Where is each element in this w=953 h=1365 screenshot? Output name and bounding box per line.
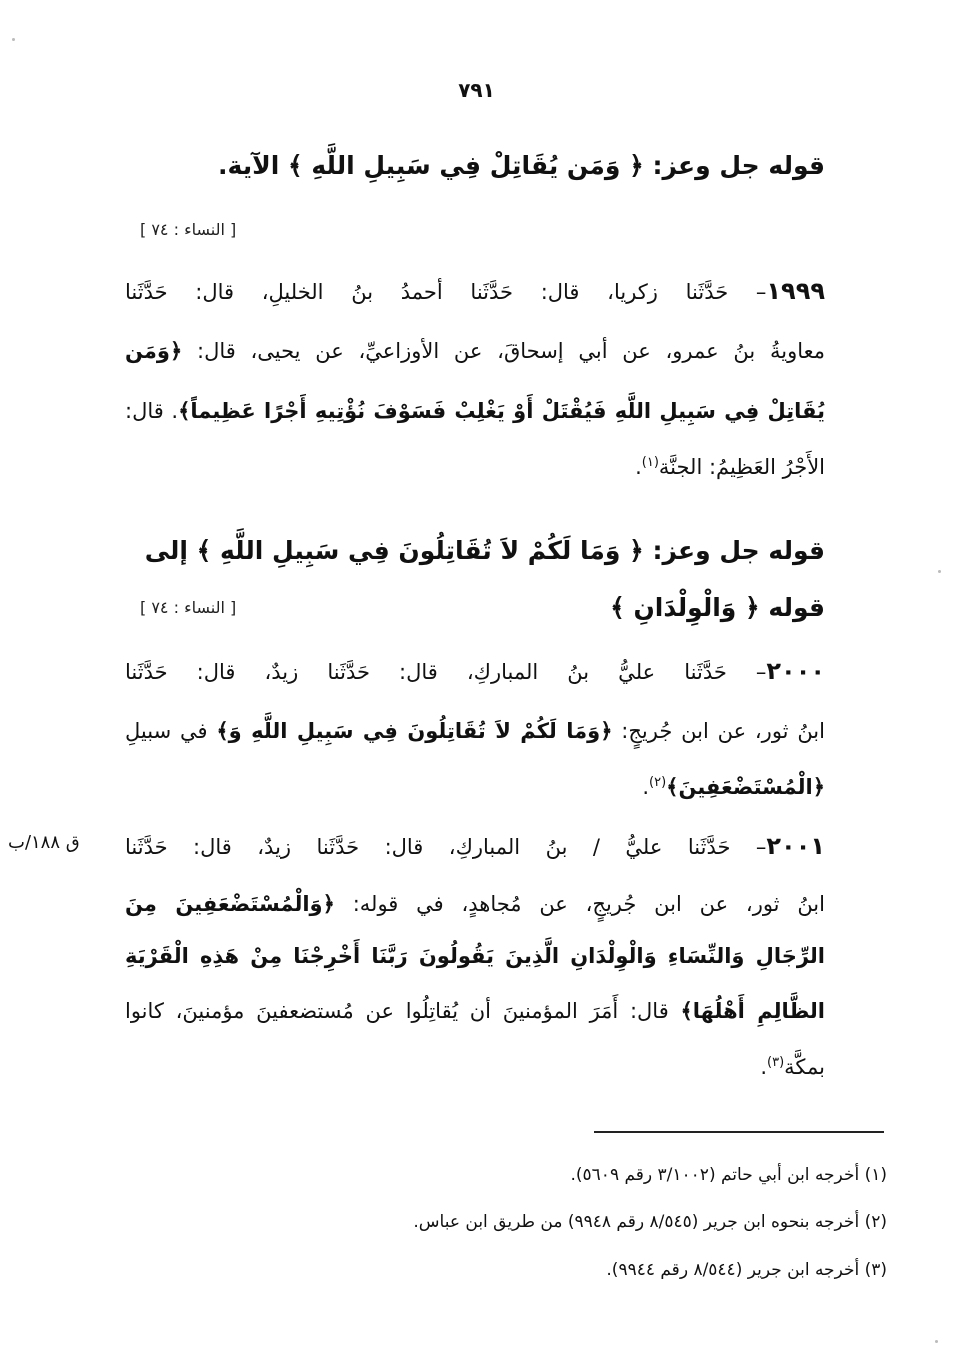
heading-prefix: قوله xyxy=(759,593,825,622)
quran-verse: ﴿ وَمَا لَكُمْ لاَ تُقَاتِلُونَ فِي سَبِيلِ اللَّهِ ﴾ xyxy=(196,536,644,565)
hadith-text: ابنُ ثور، عن ابن جُريجٍ: xyxy=(612,719,825,743)
surah-reference: [ النساء : ٧٤ ] xyxy=(140,220,237,239)
quran-verse: ﴿وَمَن xyxy=(125,339,183,363)
heading-suffix: إلى xyxy=(144,536,197,565)
quran-verse: ﴿الْمُسْتَضْعَفِينَ﴾ xyxy=(666,775,825,799)
hadith-1999-line-1 xyxy=(125,265,825,318)
heading-prefix: قوله جل وعز: xyxy=(643,151,825,180)
hadith-2001-line-2 xyxy=(125,878,825,930)
quran-verse: ﴿وَمَا لَكُمْ لاَ تُقَاتِلُونَ فِي سَبِيلِ اللَّهِ وَ﴾ xyxy=(216,719,613,743)
hadith-text: . قال: xyxy=(125,399,179,423)
hadith-2001-line-3 xyxy=(125,930,825,982)
footnote-marker: (٢) xyxy=(649,775,667,790)
hadith-number: ١٩٩٩ xyxy=(766,277,825,305)
footnote-marker: (١) xyxy=(641,455,659,470)
footnote-separator xyxy=(594,1131,884,1133)
hadith-2001-line-4 xyxy=(125,985,825,1037)
manuscript-folio-note: ق ١٨٨/ب xyxy=(8,832,80,853)
hadith-2001-line-1 xyxy=(125,820,825,873)
hadith-number: ٢٠٠٠ xyxy=(766,657,825,685)
hadith-text: في سبيلِ xyxy=(125,719,217,743)
hadith-text: – حَدَّثَنا عليُّ / بنُ المباركِ، قال: حَدَّثَنا زيدٌ، قال: حَدَّثَنا xyxy=(125,835,767,859)
quran-verse: يُقَاتِلْ فِي سَبِيلِ اللَّهِ فَيُقْتَلْ أَوْ يَغْلِبْ فَسَوْفَ نُؤْتِيهِ أَجْرًا عَظِيماً﴾ xyxy=(178,399,825,423)
scan-speck xyxy=(938,570,941,573)
footnote-2: (٢) أخرجه بنحوه ابن جرير (٨/٥٤٥ رقم ٩٩٤٨) من طريق ابن عباس. xyxy=(413,1212,887,1232)
hadith-text: – حَدَّثَنا عليُّ بنُ المباركِ، قال: حَدَّثَنا زيدٌ، قال: حَدَّثَنا xyxy=(125,660,767,684)
hadith-1999-line-3 xyxy=(125,385,825,437)
hadith-text: معاويةُ بنُ عمرو، عن أبي إسحاقَ، عن الأوزاعيِّ، عن يحيى، قال: xyxy=(182,339,825,363)
quran-verse: الظَّالِمِ أَهْلُهَا﴾ xyxy=(680,999,825,1023)
hadith-1999-line-4 xyxy=(125,437,825,493)
heading-suffix: الآية. xyxy=(218,151,288,180)
scan-speck xyxy=(935,1340,938,1343)
footnote-1: (١) أخرجه ابن أبي حاتم (٣/١٠٠٢ رقم ٥٦٠٩). xyxy=(570,1165,887,1185)
section-heading-1 xyxy=(125,140,825,192)
hadith-text: بمكَّة xyxy=(784,1055,825,1079)
hadith-2000-line-2 xyxy=(125,705,825,757)
section-heading-2 xyxy=(125,525,825,577)
hadith-text: . xyxy=(635,455,642,479)
hadith-text: ابنُ ثور، عن ابن جُريجٍ، عن مُجاهدٍ، في قوله: xyxy=(334,892,825,916)
hadith-text: قال: أَمَرَ المؤمنينَ أن يُقاتِلُوا عن مُستضعفينَ مؤمنينَ، كانوا xyxy=(125,999,681,1023)
heading-prefix: قوله جل وعز: xyxy=(643,536,825,565)
hadith-text: الأَجْرُ العَظِيمُ: الجنَّة xyxy=(658,455,825,479)
footnote-3: (٣) أخرجه ابن جرير (٨/٥٤٤ رقم ٩٩٤٤). xyxy=(606,1260,887,1280)
hadith-text: – حَدَّثَنا زكريا، قال: حَدَّثَنا أحمدُ بنُ الخليلِ، قال: حَدَّثَنا xyxy=(125,280,767,304)
hadith-1999-line-2 xyxy=(125,325,825,377)
quran-verse: ﴿وَالْمُسْتَضْعَفِينَ مِنَ xyxy=(125,892,335,916)
surah-reference: [ النساء : ٧٤ ] xyxy=(140,598,237,617)
quran-verse: الرِّجَالِ وَالنِّسَاءِ وَالْوِلْدَانِ الَّذِينَ يَقُولُونَ رَبَّنَا أَخْرِجْنَا مِنْ هَذِهِ الْقَرْيَةِ xyxy=(125,944,825,968)
hadith-text: . xyxy=(642,775,650,799)
scan-speck xyxy=(12,38,15,41)
hadith-2001-line-5 xyxy=(125,1037,825,1093)
page-number: ٧٩١ xyxy=(458,78,495,102)
hadith-text: . xyxy=(760,1055,768,1079)
hadith-2000-line-1 xyxy=(125,645,825,698)
quran-verse: ﴿ وَالْوِلْدَانِ ﴾ xyxy=(610,593,760,622)
hadith-number: ٢٠٠١ xyxy=(766,832,825,860)
hadith-2000-line-3 xyxy=(125,757,825,813)
footnote-marker: (٣) xyxy=(767,1055,785,1070)
quran-verse: ﴿ وَمَن يُقَاتِلْ فِي سَبِيلِ اللَّهِ ﴾ xyxy=(287,151,644,180)
